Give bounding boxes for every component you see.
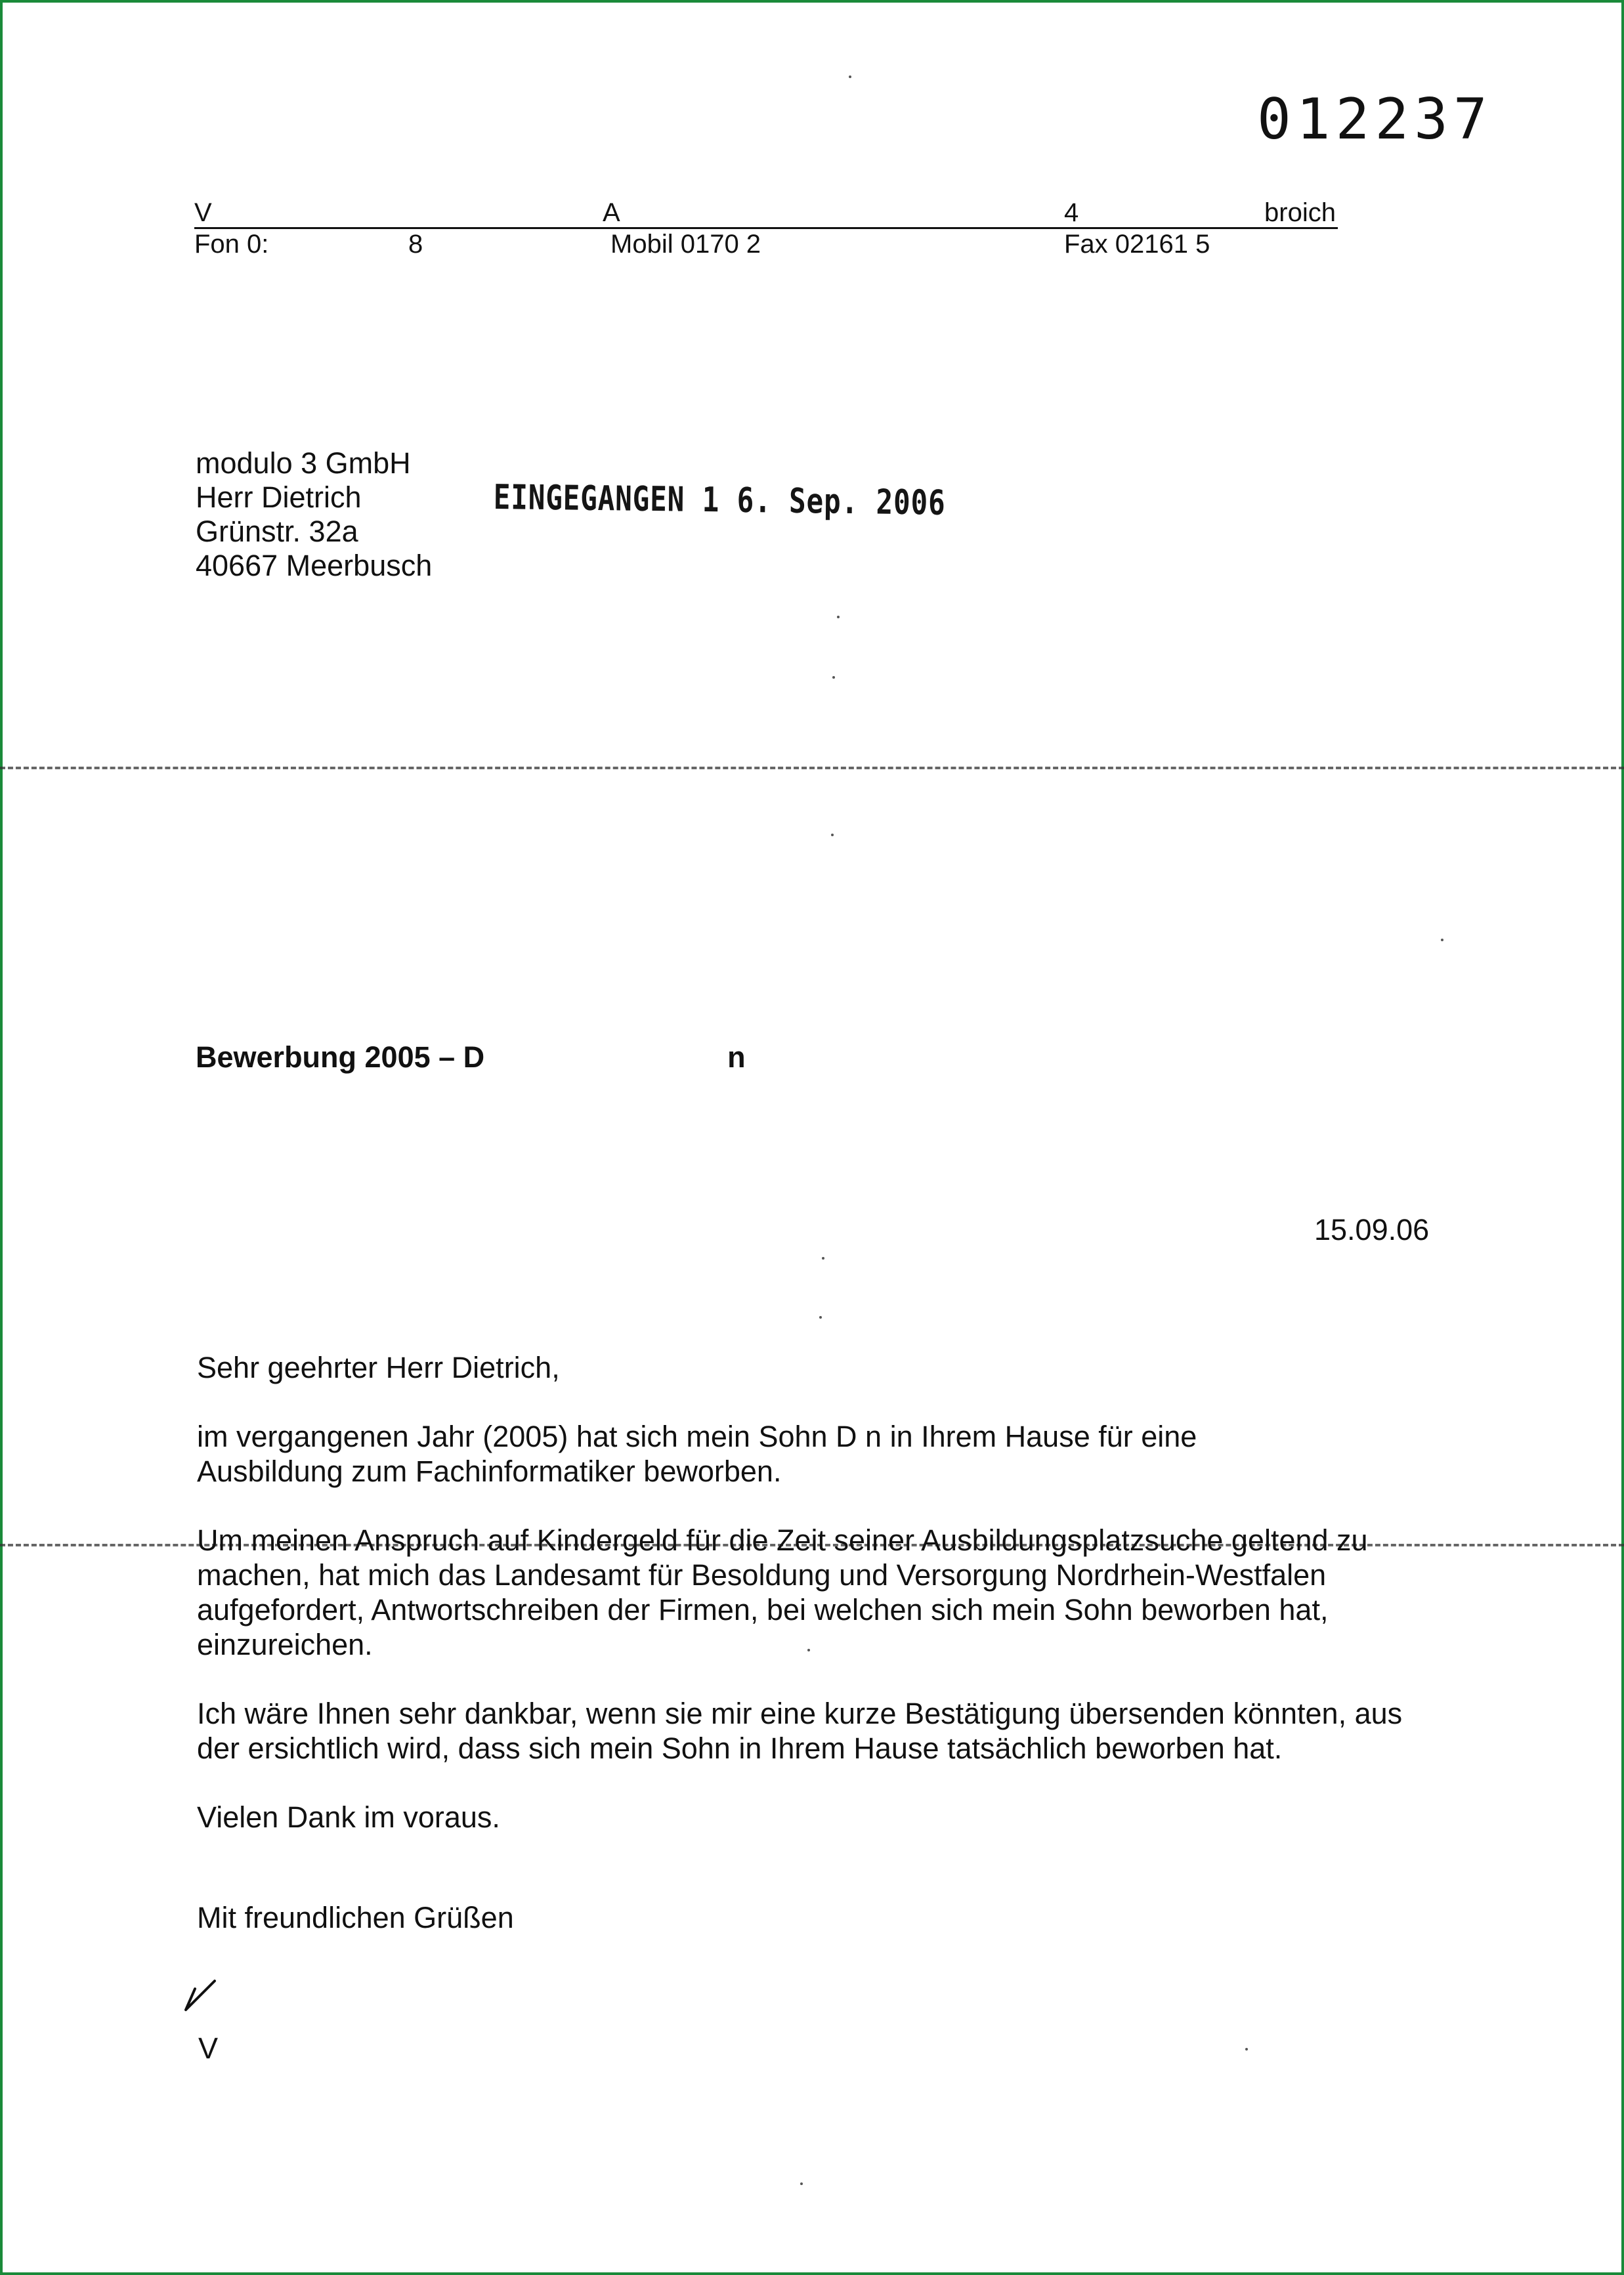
subject-left: Bewerbung 2005 – D [196, 1040, 485, 1074]
scan-speck [819, 1316, 822, 1319]
sender-street: A [603, 198, 620, 227]
paragraph-3: Ich wäre Ihnen sehr dankbar, wenn sie mir eine kurze Bestätigung übersenden könnten, aus der ersichtlich wird, dass sich mein Sohn in Ihrem Hause tatsächlich beworben hat. [197, 1697, 1403, 1765]
recipient-street: Grünstr. 32a [196, 515, 358, 548]
salutation: Sehr geehrter Herr Dietrich, [197, 1351, 560, 1384]
sender-mobile: Mobil 0170 2 [610, 230, 761, 259]
signer-name: V [198, 2031, 219, 2065]
sender-phone-tail: 8 [408, 230, 423, 259]
recipient-address [196, 446, 432, 583]
scan-speck [849, 75, 851, 78]
scan-speck [800, 2182, 803, 2185]
scan-speck [837, 616, 840, 618]
sender-city: broich [1264, 198, 1336, 227]
scan-speck [832, 676, 835, 679]
received-stamp: EINGEGANGEN 1 6. Sep. 2006 [493, 478, 946, 523]
scan-speck [822, 1257, 824, 1260]
recipient-city: 40667 Meerbusch [196, 549, 433, 582]
letter-date: 15.09.06 [1314, 1213, 1430, 1246]
letterhead-contact-line [194, 230, 1338, 263]
letter-body [197, 1350, 1444, 1969]
paragraph-2: Um meinen Anspruch auf Kindergeld für die Zeit seiner Ausbildungsplatzsuche geltend zu machen, hat mich das Landesamt für Besoldung und Versorgung Nordrhein-Westfalen aufgefordert, Antwortschreiben der Firmen, bei welchen sich mein Sohn beworben hat, einzureichen. [197, 1523, 1368, 1661]
recipient-company: modulo 3 GmbH [196, 446, 411, 480]
letterhead-address-line [194, 196, 1338, 229]
signature-mark-icon [181, 1969, 226, 2015]
sender-name: V [194, 198, 212, 227]
sender-phone: Fon 0: [194, 230, 269, 259]
paragraph-4: Vielen Dank im voraus. [197, 1800, 500, 1834]
scan-speck [1245, 2048, 1248, 2051]
recipient-person: Herr Dietrich [196, 480, 362, 514]
scan-speck [1441, 939, 1443, 941]
scan-speck [831, 834, 834, 836]
sender-postcode: 4 [1064, 198, 1079, 227]
document-number: 012237 [1257, 87, 1493, 152]
closing: Mit freundlichen Grüßen [197, 1901, 514, 1934]
paragraph-1: im vergangenen Jahr (2005) hat sich mein Sohn D n in Ihrem Hause für eine Ausbildung zum Fachinformatiker beworben. [197, 1420, 1197, 1488]
scan-speck [807, 1649, 810, 1651]
subject-right: n [727, 1040, 746, 1074]
subject-line [196, 1040, 746, 1074]
fold-line-upper [0, 767, 1624, 769]
sender-fax: Fax 02161 5 [1064, 230, 1210, 259]
